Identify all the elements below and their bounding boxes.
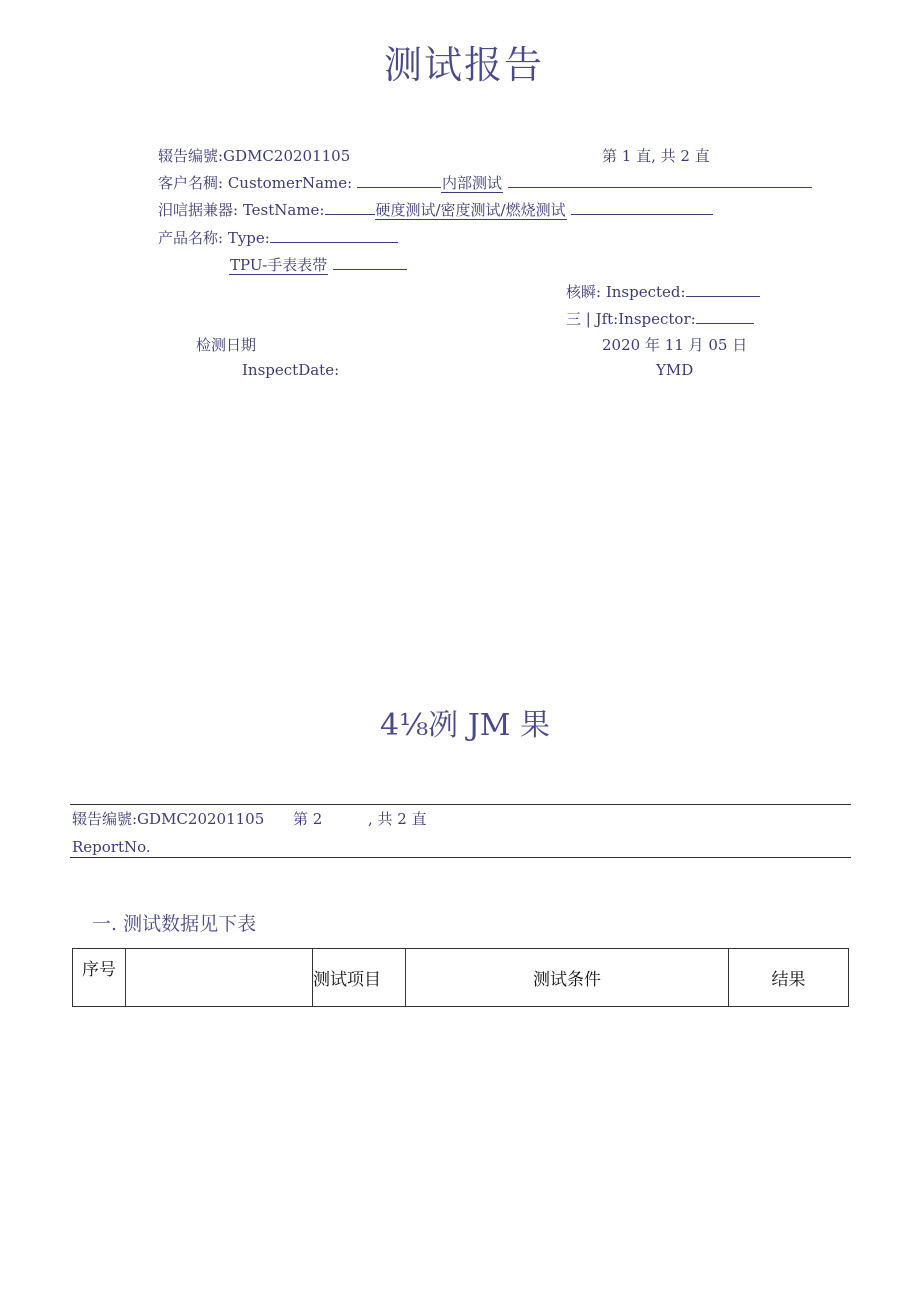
blank-line xyxy=(270,228,398,243)
page-info: 第 1 直, 共 2 直 xyxy=(602,147,710,165)
customer-value: 内部测试 xyxy=(442,174,503,192)
blank-line xyxy=(357,173,441,188)
test-label: 汨唁据兼器: TestName: xyxy=(158,201,325,219)
blank-line xyxy=(333,255,407,270)
report-number: 辍告编號:GDMC20201105 xyxy=(158,147,351,165)
blank-line xyxy=(571,200,713,215)
page-total-p2: , 共 2 直 xyxy=(368,810,427,828)
blank-line xyxy=(686,282,760,297)
test-value: 硬度测试/密度测试/燃烧测试 xyxy=(375,201,566,219)
header-rule-top xyxy=(70,804,851,805)
inspected-label: 核瞬: Inspected: xyxy=(566,283,686,301)
report-number-en: ReportNo. xyxy=(72,838,151,856)
date-label-cn: 检测日期 xyxy=(196,336,257,354)
test-data-table xyxy=(72,948,849,1007)
header-cell-blank xyxy=(126,949,313,1007)
blank-line xyxy=(325,200,375,215)
blank-line xyxy=(508,173,812,188)
inspector-row xyxy=(566,308,754,329)
report-title: 测试报告 xyxy=(384,43,545,87)
header-cell-item: 测试项目 xyxy=(313,949,406,1007)
date-value: 2020 年 11 月 05 日 xyxy=(602,336,748,354)
header-rule-bottom xyxy=(70,857,851,858)
header-cell-condition: 测试条件 xyxy=(406,949,729,1007)
date-label-en: InspectDate: xyxy=(242,361,340,379)
blank-line xyxy=(696,309,754,324)
inspected-row xyxy=(566,281,760,302)
page-number-p2: 第 2 xyxy=(293,810,323,828)
section-heading: 一. 测试数据见下表 xyxy=(92,913,257,935)
header-cell-result: 结果 xyxy=(729,949,849,1007)
customer-row xyxy=(158,172,812,193)
table-header-row xyxy=(73,949,849,1007)
report-number-p2: 辍告编號:GDMC20201105 xyxy=(72,810,265,828)
customer-label: 客户名稠: CustomerName: xyxy=(158,174,353,192)
product-label: 产品名称: Type: xyxy=(158,229,270,247)
product-value: TPU-手表表带 xyxy=(230,256,328,274)
product-row xyxy=(158,227,398,248)
test-row xyxy=(158,199,713,220)
date-format: YMD xyxy=(656,361,694,379)
product-value-row xyxy=(229,254,407,275)
header-cell-index: 序号 xyxy=(73,949,126,1007)
inspector-label: 三 | Jft:Inspector: xyxy=(566,310,696,328)
results-title: 4⅛冽 JM 果 xyxy=(380,708,550,743)
